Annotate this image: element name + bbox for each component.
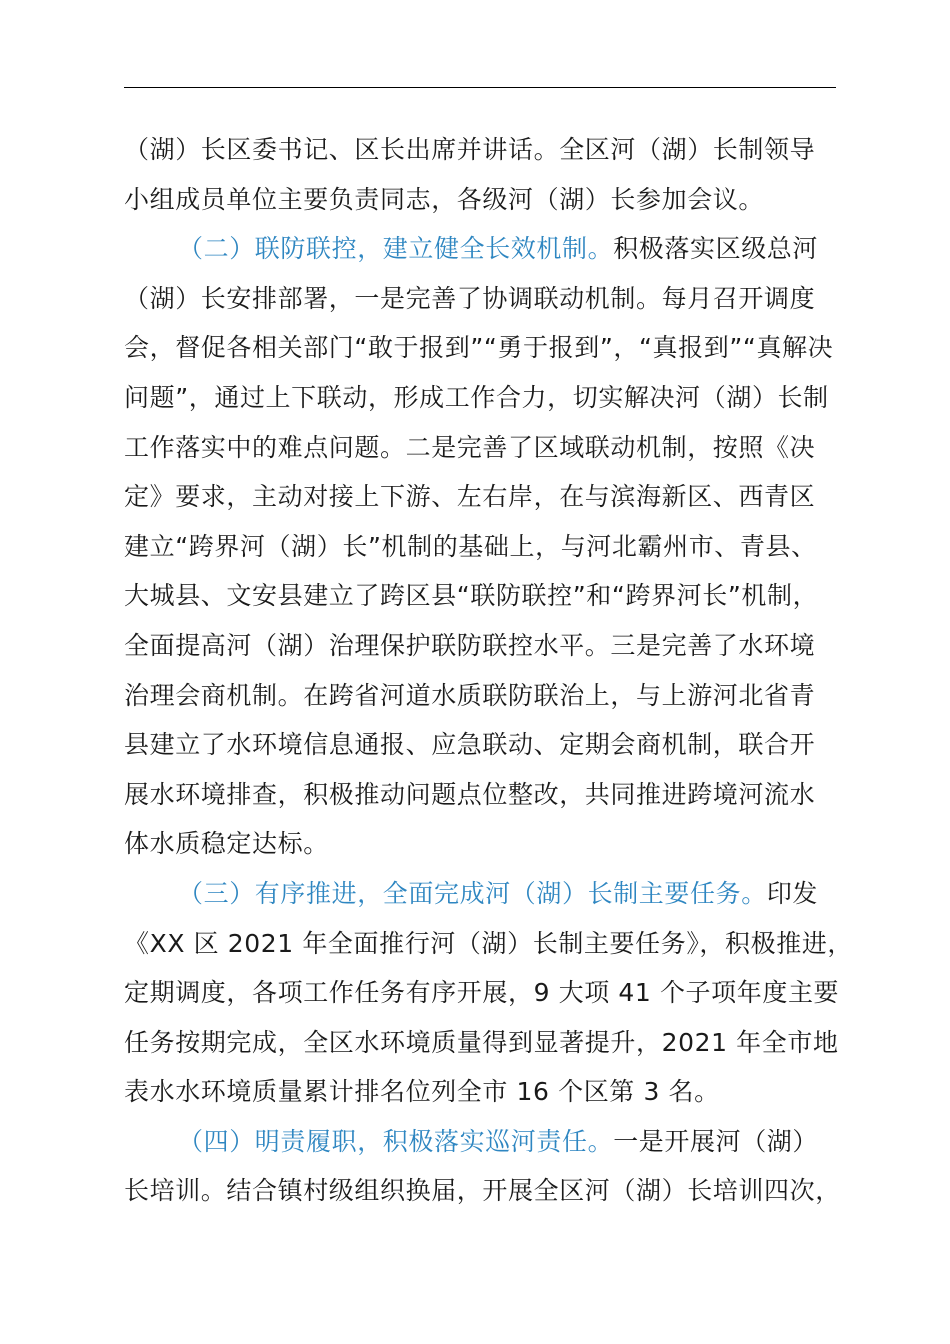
text-line: 任务按期完成，全区水环境质量得到显著提升，2021 年全市地 xyxy=(124,1027,839,1057)
text-line: 工作落实中的难点问题。二是完善了区域联动机制，按照《决 xyxy=(124,432,816,462)
text-line: 表水水环境质量累计排名位列全市 16 个区第 3 名。 xyxy=(124,1077,720,1107)
section-heading-3: （三）有序推进，全面完成河（湖）长制主要任务。 xyxy=(178,878,767,908)
text-line: 大城县、文安县建立了跨区县“联防联控”和“跨界河长”机制， xyxy=(124,581,819,611)
section-heading-2: （二）联防联控，建立健全长效机制。 xyxy=(178,234,614,264)
text-line: 全面提高河（湖）治理保护联防联控水平。三是完善了水环境 xyxy=(124,630,816,660)
section-lead-text: 一是开展河（湖） xyxy=(613,1126,819,1156)
text-line: （湖）长安排部署，一是完善了协调联动机制。每月召开调度 xyxy=(124,283,816,313)
section-line xyxy=(124,224,840,274)
section-heading-4: （四）明责履职，积极落实巡河责任。 xyxy=(178,1126,614,1156)
text-line: 会，督促各相关部门“敢于报到”“勇于报到”，“真报到”“真解决 xyxy=(124,333,834,363)
text-line: 县建立了水环境信息通报、应急联动、定期会商机制，联合开 xyxy=(124,730,816,760)
text-line: 小组成员单位主要负责同志，各级河（湖）长参加会议。 xyxy=(124,184,765,214)
text-line: 问题”，通过上下联动，形成工作合力，切实解决河（湖）长制 xyxy=(124,382,829,412)
text-line: 展水环境排查，积极推动问题点位整改，共同推进跨境河流水 xyxy=(124,779,816,809)
section-line xyxy=(124,1117,840,1167)
text-line: （湖）长区委书记、区长出席并讲话。全区河（湖）长制领导 xyxy=(124,135,816,164)
text-line: 体水质稳定达标。 xyxy=(124,829,329,859)
text-line: 长培训。结合镇村级组织换届，开展全区河（湖）长培训四次， xyxy=(124,1176,841,1206)
text-line: 建立“跨界河（湖）长”机制的基础上，与河北霸州市、青县、 xyxy=(124,531,817,561)
text-line: 治理会商机制。在跨省河道水质联防联治上，与上游河北省青 xyxy=(124,680,816,710)
section-line xyxy=(124,869,840,919)
text-line: 定期调度，各项工作任务有序开展，9 大项 41 个子项年度主要 xyxy=(124,978,840,1008)
header-rule xyxy=(124,87,836,88)
text-line: 定》要求，主动对接上下游、左右岸，在与滨海新区、西青区 xyxy=(124,482,816,512)
body-text xyxy=(124,125,854,1216)
section-lead-text: 积极落实区级总河 xyxy=(613,234,819,264)
section-lead-text: 印发 xyxy=(766,878,819,908)
text-line: 《XX 区 2021 年全面推行河（湖）长制主要任务》，积极推进， xyxy=(124,928,854,958)
